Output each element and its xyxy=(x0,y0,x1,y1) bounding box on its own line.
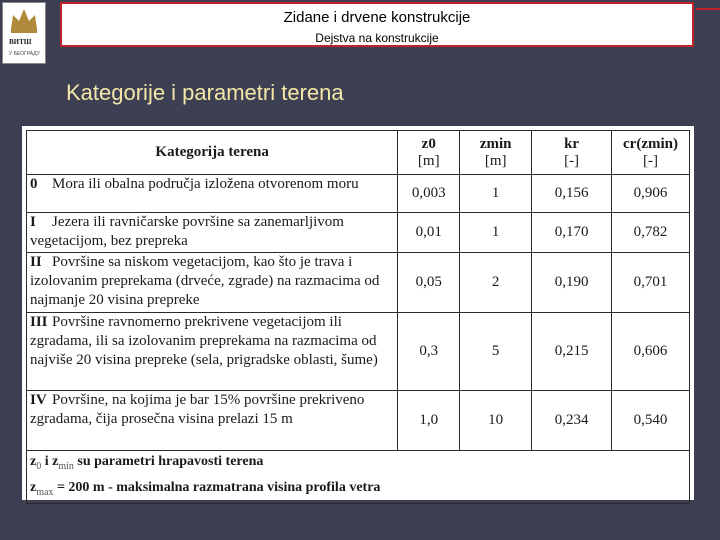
terrain-table-container xyxy=(22,126,694,500)
header-subtitle: Dejstva na konstrukcije xyxy=(315,31,439,45)
header-cr: cr(zmin) [-] xyxy=(612,131,690,175)
table-notes xyxy=(27,451,690,504)
row-zmin: 5 xyxy=(460,313,532,391)
row-z0: 1,0 xyxy=(398,391,460,451)
row-category: IV Površine, na kojima je bar 15% površine prekriveno zgradama, čija prosečna visina prelazi 15 m xyxy=(27,391,398,451)
row-kr: 0,170 xyxy=(532,213,612,253)
row-cr: 0,701 xyxy=(612,253,690,313)
row-zmin: 1 xyxy=(460,213,532,253)
table-row xyxy=(27,313,690,391)
row-z0: 0,05 xyxy=(398,253,460,313)
row-category: 0 Mora ili obalna područja izložena otvorenom moru xyxy=(27,175,398,213)
accent-line xyxy=(696,8,720,10)
logo-name: ВИТШ xyxy=(9,38,32,46)
row-kr: 0,156 xyxy=(532,175,612,213)
row-kr: 0,215 xyxy=(532,313,612,391)
table-row xyxy=(27,391,690,451)
note-roughness: $z_0$ i $z_{min}$ su parametri hrapavosti terena xyxy=(30,454,264,472)
header-z0: z0 [m] xyxy=(398,131,460,175)
row-category: II Površine sa niskom vegetacijom, kao što je trava i izolovanim preprekama (drveće, zgrade) na razmacima od najmanje 20 visina prepreke xyxy=(27,253,398,313)
row-z0: 0,01 xyxy=(398,213,460,253)
row-zmin: 2 xyxy=(460,253,532,313)
terrain-category-table xyxy=(26,130,690,504)
row-kr: 0,190 xyxy=(532,253,612,313)
header-zmin: zmin [m] xyxy=(460,131,532,175)
row-category: III Površine ravnomerno prekrivene vegetacijom ili zgradama, ili sa izolovanim preprekama na razmacima od najviše 20 visina prepreke (sela, prigradske oblasti, šume) xyxy=(27,313,398,391)
row-cr: 0,606 xyxy=(612,313,690,391)
row-cr: 0,540 xyxy=(612,391,690,451)
note-max-height: $z_{max} = 200$ m - maksimalna razmatrana visina profila vetra xyxy=(30,479,381,498)
logo-tagline: У БЕОГРАДУ xyxy=(9,51,40,57)
logo xyxy=(2,2,46,64)
header-box xyxy=(60,2,694,47)
header-category: Kategorija terena xyxy=(27,131,398,175)
table-notes-row xyxy=(27,451,690,504)
row-zmin: 10 xyxy=(460,391,532,451)
row-category: I Jezera ili ravničarske površine sa zanemarljivom vegetacijom, bez prepreka xyxy=(27,213,398,253)
table-row xyxy=(27,175,690,213)
table-header-row xyxy=(27,131,690,175)
row-kr: 0,234 xyxy=(532,391,612,451)
row-cr: 0,906 xyxy=(612,175,690,213)
table-row xyxy=(27,213,690,253)
row-z0: 0,3 xyxy=(398,313,460,391)
row-z0: 0,003 xyxy=(398,175,460,213)
table-row xyxy=(27,253,690,313)
header-kr: kr [-] xyxy=(532,131,612,175)
crown-icon xyxy=(3,3,45,37)
row-cr: 0,782 xyxy=(612,213,690,253)
slide-title: Kategorije i parametri terena xyxy=(66,80,344,105)
row-zmin: 1 xyxy=(460,175,532,213)
header-title: Zidane i drvene konstrukcije xyxy=(283,9,471,26)
